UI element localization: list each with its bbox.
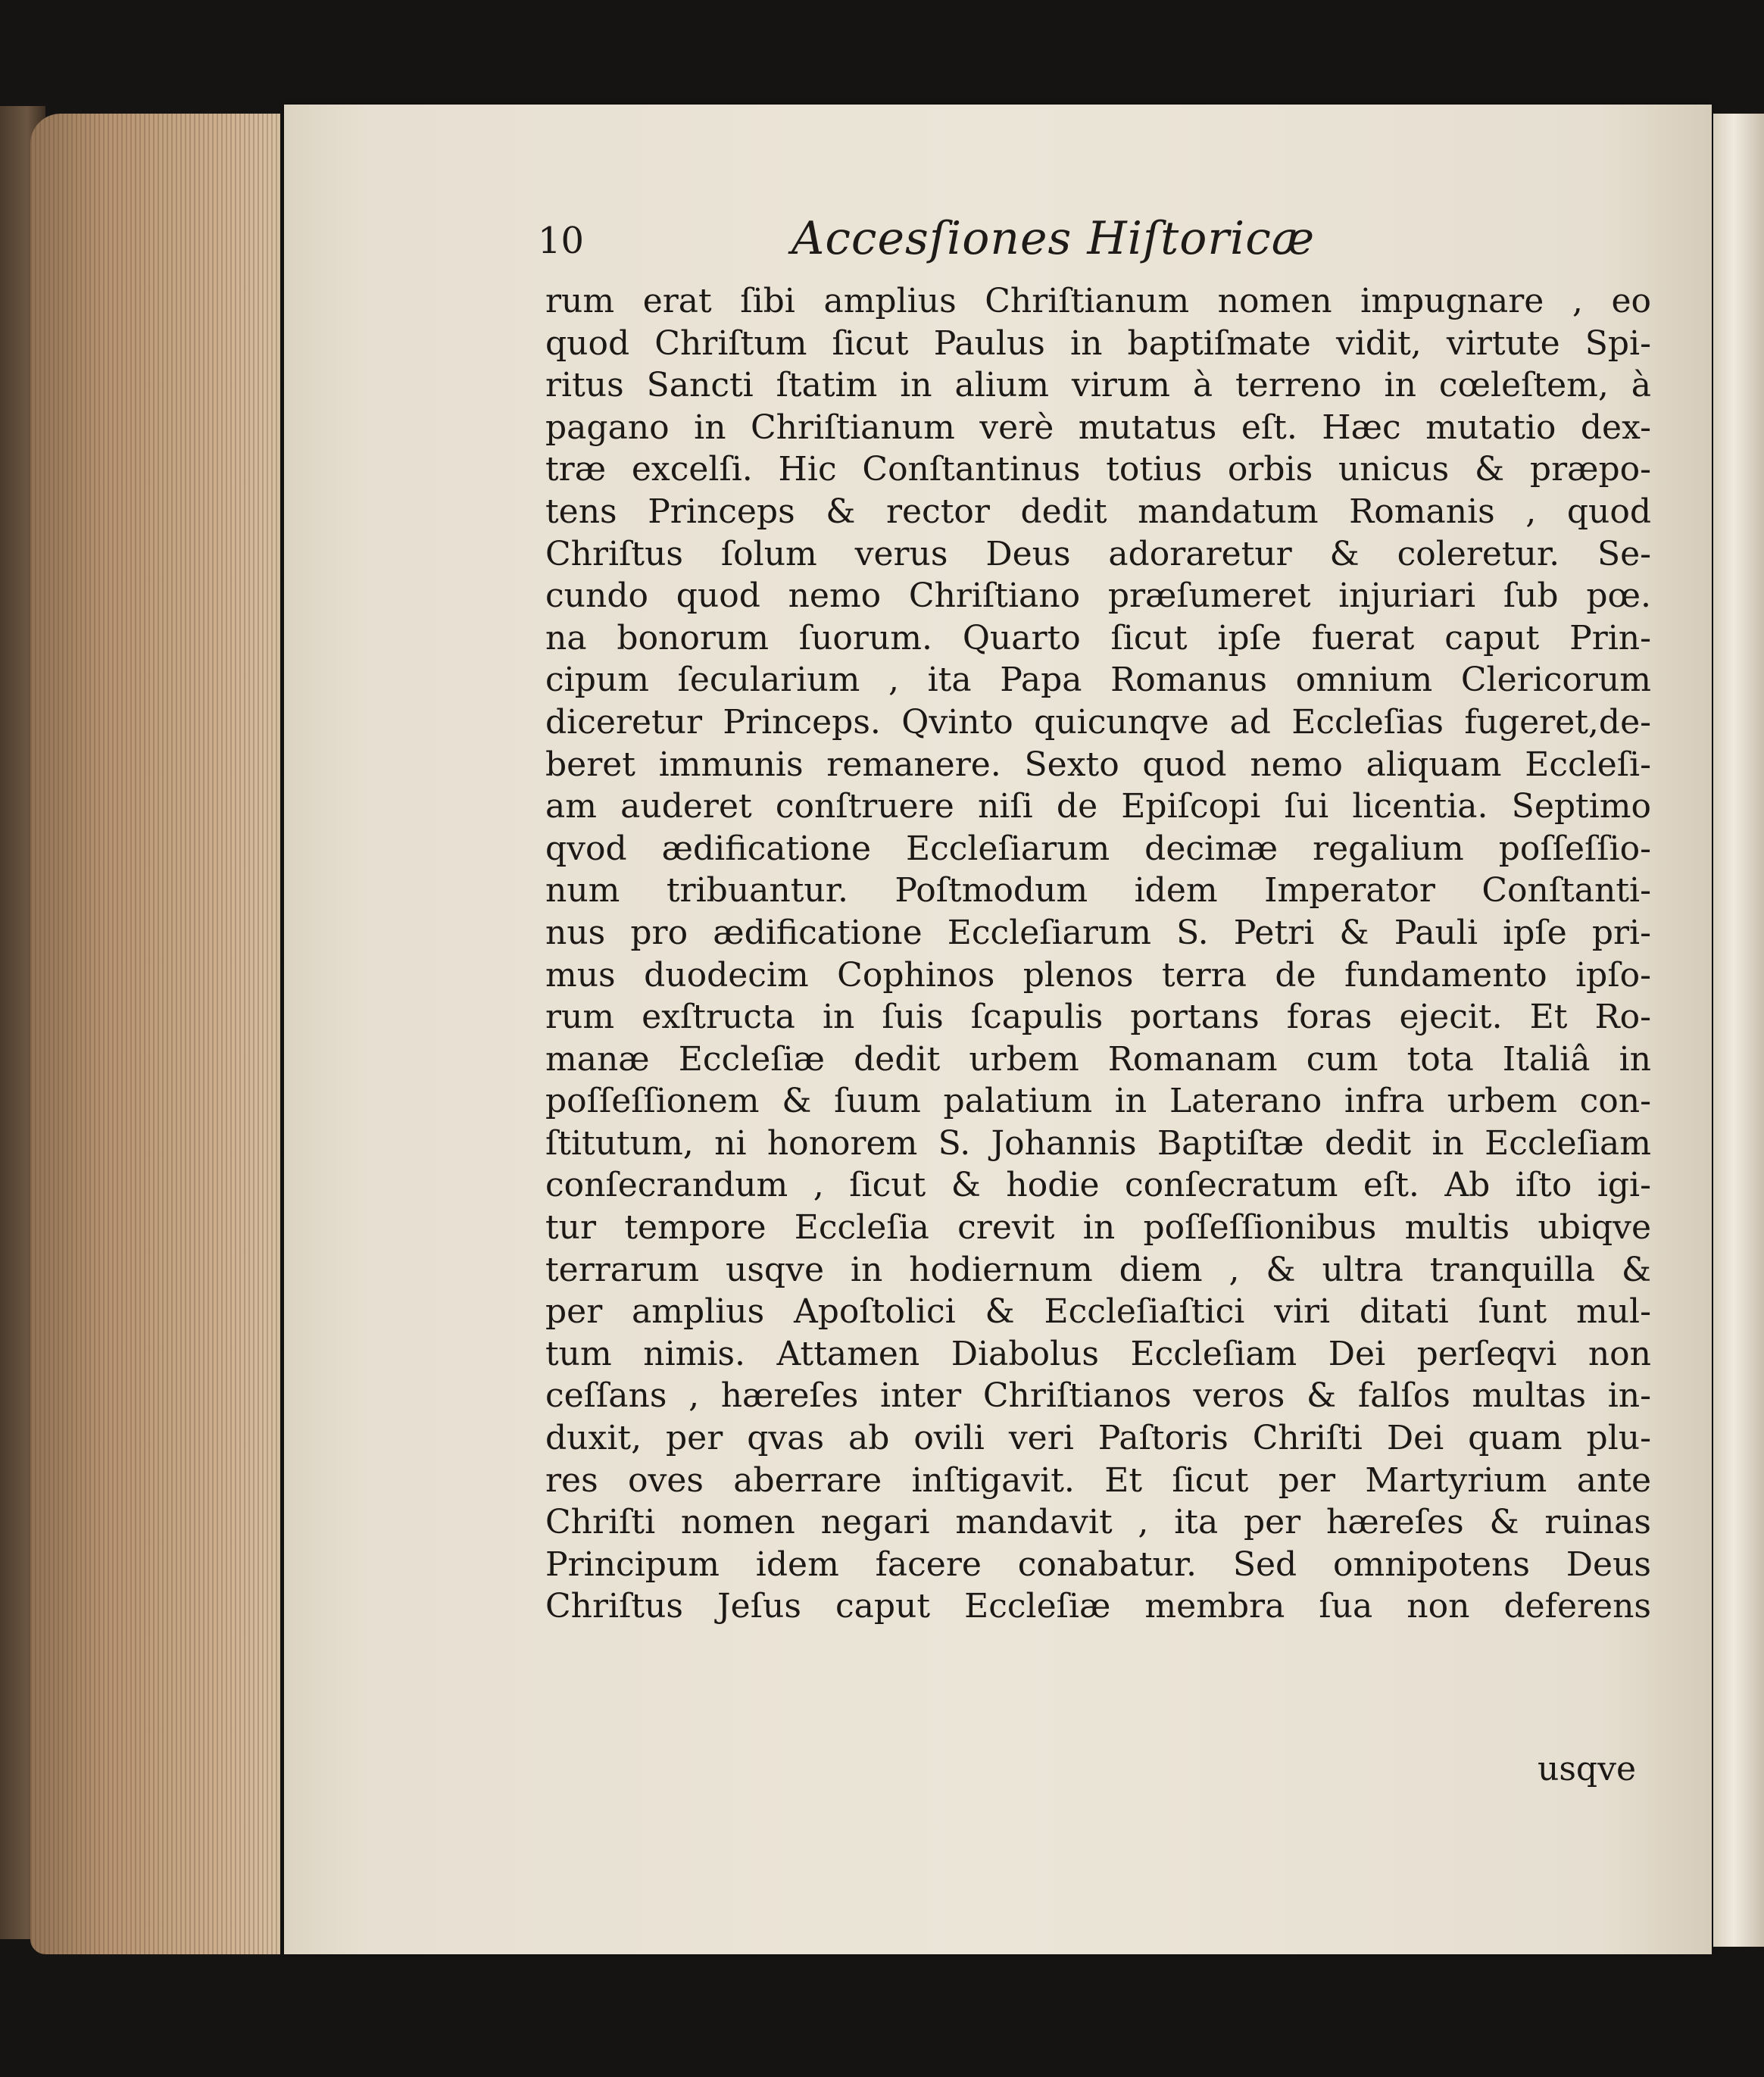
page-number: 10 <box>538 220 585 262</box>
text-line: pagano in Chriſtianum verè mutatus eſt. Hæc mutatio dex- <box>545 408 1651 447</box>
text-line: quod Chriſtum ſicut Paulus in baptiſmate vidit, virtute Spi- <box>545 323 1651 363</box>
text-line: manæ Eccleſiæ dedit urbem Romanam cum tota Italiâ in <box>545 1039 1651 1079</box>
page-header <box>538 205 1659 265</box>
text-line: Chriſtus Jeſus caput Eccleſiæ membra ſua non deferens <box>545 1587 1651 1626</box>
text-line: duxit, per qvas ab ovili veri Paſtoris Chriſti Dei quam plu- <box>545 1419 1651 1458</box>
text-line: cundo quod nemo Chriſtiano præſumeret injuriari ſub pœ. <box>545 576 1651 616</box>
text-line: nus pro ædificatione Eccleſiarum S. Petri & Pauli ipſe pri- <box>545 913 1651 952</box>
text-line: rum exſtructa in ſuis ſcapulis portans foras ejecit. Et Ro- <box>545 998 1651 1037</box>
page-stack-right <box>1713 114 1764 1947</box>
text-line: qvod ædificatione Eccleſiarum decimæ regalium poſſeſſio- <box>545 829 1651 868</box>
text-line: træ excelſi. Hic Conſtantinus totius orbis unicus & præpo- <box>545 450 1651 489</box>
text-line: num tribuantur. Poſtmodum idem Imperator Conſtanti- <box>545 871 1651 910</box>
text-line: am auderet conſtruere niſi de Epiſcopi ſui licentia. Septimo <box>545 787 1651 826</box>
text-line: terrarum usqve in hodiernum diem , & ultra tranquilla & <box>545 1250 1651 1289</box>
text-line: res oves aberrare inſtigavit. Et ſicut per Martyrium ante <box>545 1460 1651 1500</box>
text-line: tens Princeps & rector dedit mandatum Romanis , quod <box>545 492 1651 531</box>
text-line: tum nimis. Attamen Diabolus Eccleſiam Dei perſeqvi non <box>545 1334 1651 1373</box>
running-head: Accesſiones Hiſtoricæ <box>791 212 1316 265</box>
text-line: Chriſti nomen negari mandavit , ita per hæreſes & ruinas <box>545 1503 1651 1542</box>
text-line: mus duodecim Cophinos plenos terra de fundamento ipſo- <box>545 955 1651 995</box>
text-line: beret immunis remanere. Sexto quod nemo aliquam Eccleſi- <box>545 745 1651 784</box>
catchword: usqve <box>1538 1750 1636 1788</box>
text-line: Chriſtus ſolum verus Deus adoraretur & coleretur. Se- <box>545 534 1651 573</box>
body-text <box>545 280 1651 1628</box>
text-line: poſſeſſionem & ſuum palatium in Laterano infra urbem con- <box>545 1082 1651 1121</box>
text-line: na bonorum ſuorum. Quarto ſicut ipſe fuerat caput Prin- <box>545 618 1651 657</box>
text-line: tur tempore Eccleſia crevit in poſſeſſionibus multis ubiqve <box>545 1208 1651 1248</box>
text-line: Principum idem facere conabatur. Sed omnipotens Deus <box>545 1544 1651 1584</box>
text-line: diceretur Princeps. Qvinto quicunqve ad Eccleſias fugeret,de- <box>545 702 1651 742</box>
text-line: conſecrandum , ſicut & hodie conſecratum eſt. Ab iſto igi- <box>545 1166 1651 1205</box>
page-stack-left <box>30 114 280 1954</box>
text-line: cipum ſecularium , ita Papa Romanus omnium Clericorum <box>545 661 1651 700</box>
text-line: ceſſans , hæreſes inter Chriſtianos veros & falſos multas in- <box>545 1376 1651 1416</box>
text-line: ſtitutum, ni honorem S. Johannis Baptiſtæ dedit in Eccleſiam <box>545 1123 1651 1163</box>
text-line: ritus Sancti ſtatim in alium virum à terreno in cœleſtem, à <box>545 366 1651 405</box>
text-line: rum erat ſibi amplius Chriſtianum nomen impugnare , eo <box>545 282 1651 320</box>
text-line: per amplius Apoſtolici & Eccleſiaſtici viri ditati ſunt mul- <box>545 1292 1651 1332</box>
